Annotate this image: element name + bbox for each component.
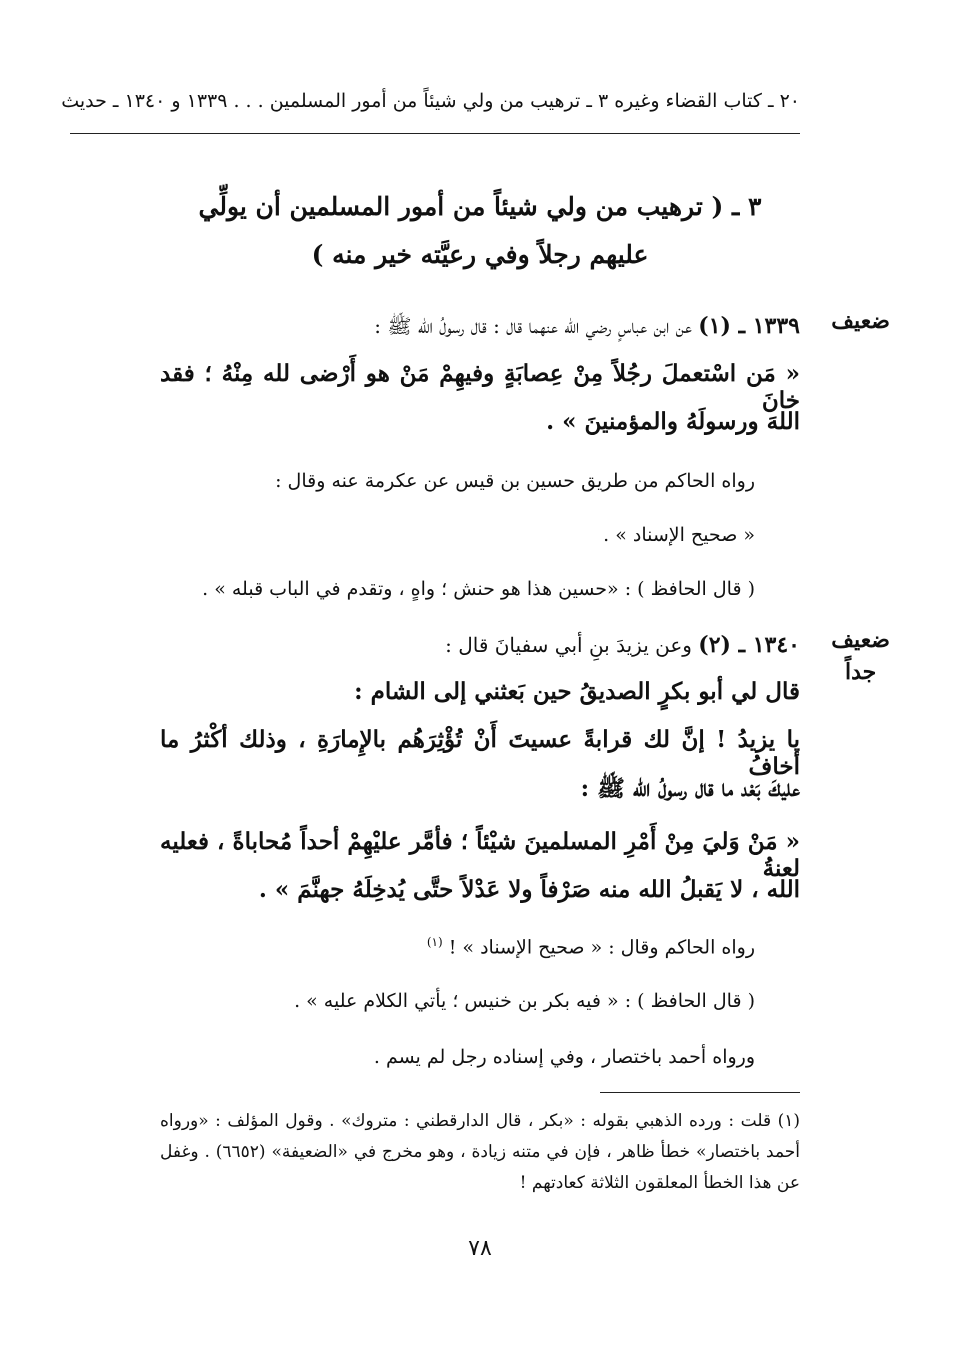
hadith-text-line: الله ، لا يَقبلُ الله منه صَرْفاً ولا عَدْلاً حتَّى يُدخِلَهُ جهنَّمَ » . — [258, 876, 800, 903]
narration-note: ( قال الحافظ ) : «حسين هذا هو حنش ؛ واهٍ ، وتقدم في الباب قبله » . — [202, 578, 755, 600]
narration-note: ( قال الحافظ ) : « فيه بكر بن خنيس ؛ يأتي الكلام عليه » . — [294, 990, 755, 1012]
hadith-heading — [445, 632, 800, 658]
page-number: ٧٨ — [468, 1236, 492, 1261]
chapter-title-line-2: عليهم رجلاً وفي رعيَّته خير منه ) — [311, 240, 649, 269]
hadith-number: ١٣٤٠ ـ (٢) — [698, 632, 800, 658]
hadith-intro: عن ابن عباسٍ رضي الله عنهما قال : قال رسولُ الله ﷺ : — [374, 314, 692, 338]
narration-note-text: رواه الحاكم وقال : « صحيح الإسناد » ! — [448, 936, 755, 959]
footnote: (١) قلت : ورده الذهبي بقوله : «بكر ، قال الدارقطني : متروك» . وقول المؤلف : «ورواه أحمد باختصار» خطأ ظاهر ، فإن في متنه زيادة ، وهو مخرج في «الضعيفة» (٦٦٥٢) . وغفل عن هذا الخطأ المعلقون الثلاثة كعادتهم ! — [160, 1111, 801, 1193]
hadith-number: ١٣٣٩ ـ (١) — [698, 313, 800, 339]
hadith-text-line: اللهَ ورسولَهُ والمؤمنينَ » . — [546, 408, 800, 435]
header-rule — [70, 133, 800, 134]
grade-label: ضعيف — [831, 308, 890, 334]
narration-note — [427, 935, 755, 958]
narration-note: رواه الحاكم من طريق حسين بن قيس عن عكرمة عنه وقال : — [275, 470, 755, 492]
grade-label-line: جداً — [845, 659, 877, 685]
hadith-text-line: « مَن اسْتعملَ رجُلاً مِنْ عِصابَةٍ وفيهِمْ مَنْ هو أَرْضى لله مِنْهُ ؛ فقد خانَ — [160, 360, 800, 414]
hadith-text-line: « مَنْ وَليَ مِنْ أَمْرِ المسلمينَ شيْئاً ؛ فأمَّر عليْهِمْ أحداً مُحاباةً ، فعليه لعنةُ — [160, 828, 800, 882]
running-header: ٢٠ ـ كتاب القضاء وغيره ٣ ـ ترهيب من ولي شيئاً من أمور المسلمين . . . ١٣٣٩ و ١٣٤٠ ـ حديث — [61, 90, 800, 112]
hadith-text-line: قال لي أبو بكرٍ الصديقُ حين بَعثني إلى الشام : — [354, 678, 800, 705]
grade-label — [831, 624, 890, 688]
grade-label-line: ضعيف — [831, 627, 890, 653]
footnote-reference: (١) — [426, 935, 443, 949]
footnote-rule — [600, 1092, 800, 1093]
chapter-title-line-1: ٣ ـ ( ترهيب من ولي شيئاً من أمور المسلمين أن يولِّي — [198, 192, 762, 221]
hadith-text-line: عليكَ بَعْد ما قال رسولُ الله ﷺ : — [580, 775, 800, 802]
hadith-text-line: يا يزيدُ ! إنَّ لك قرابةً عسيتَ أَنْ تُؤْثِرَهُم بالإِمارَةِ ، وذلك أكْثرُ ما أخافُ — [160, 726, 800, 780]
hadith-intro: وعن يزيدَ بنِ أبي سفيانَ قال : — [445, 633, 692, 657]
hadith-heading — [374, 313, 800, 343]
narration-note: « صحيح الإسناد » . — [603, 524, 755, 546]
narration-note: ورواه أحمد باختصار ، وفي إسناده رجل لم يسم . — [373, 1046, 755, 1068]
